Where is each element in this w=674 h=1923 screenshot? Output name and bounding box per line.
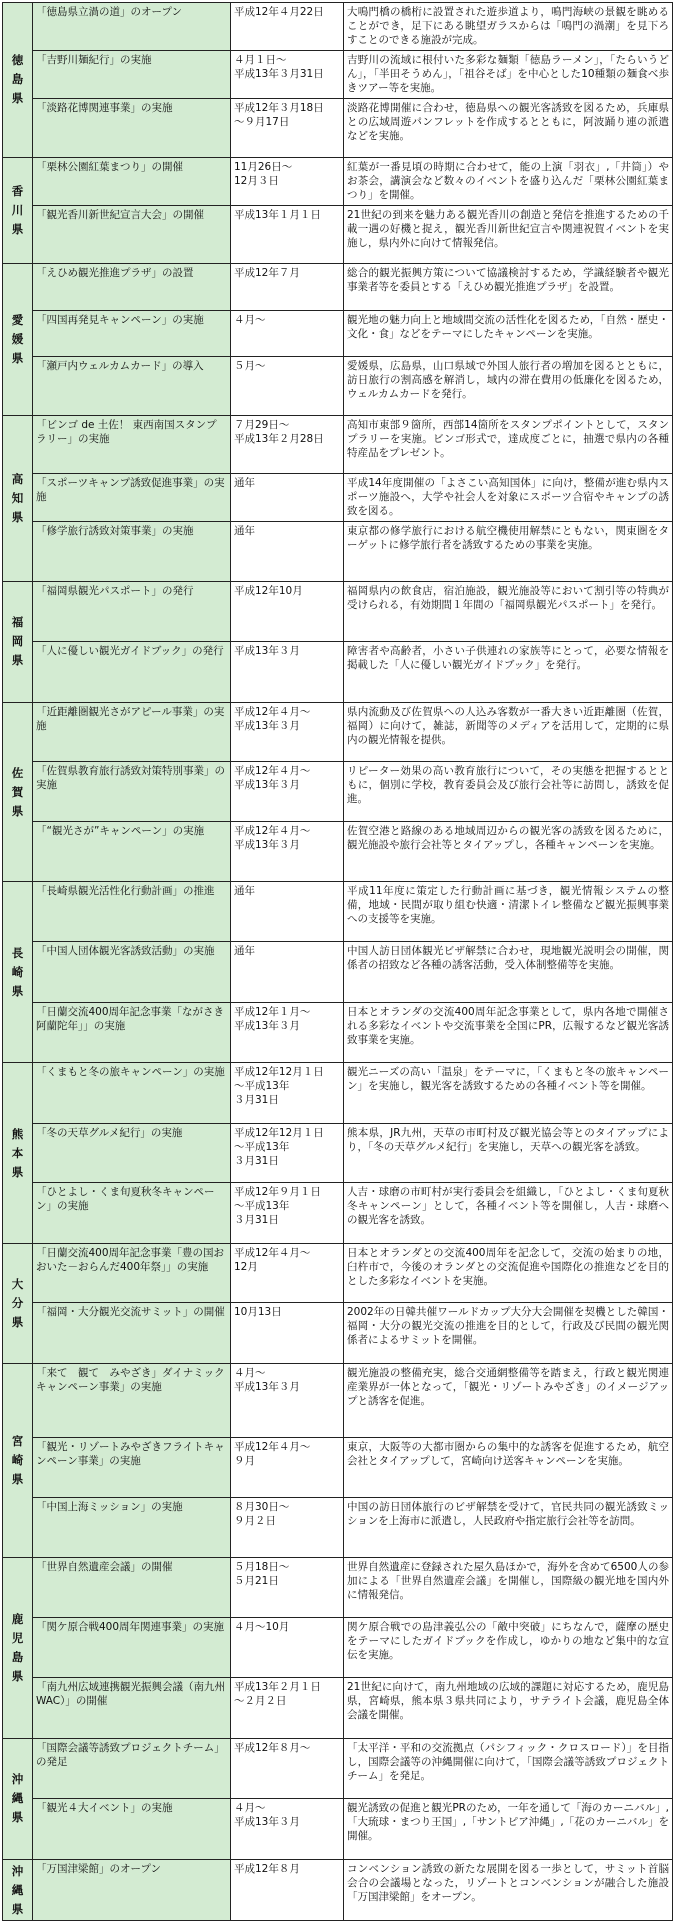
project-name: 「冬の天草グルメ紀行」の実施 [33, 1123, 231, 1183]
project-description: 紅葉が一番見頃の時期に合わせて，能の上演「羽衣」,「井筒」）やお茶会，講演会など数々のイベントを盛り込んだ「栗林公園紅葉まつり」を開催。 [344, 157, 673, 205]
project-description: 「太平洋・平和の交流拠点（パシフィック・クロスロード）」を目指し，国際会議等の沖縄開催に向けて，「国際会議等誘致プロジェクトチーム」を発足。 [344, 1738, 673, 1799]
project-name: 「徳島県立渦の道」のオープン [33, 3, 231, 51]
project-description: コンベンション誘致の新たな展開を図る一歩として，サミット首脳会合の会議場となった，リゾートとコンベンションが融合した施設「万国津梁館」をオープン。 [344, 1860, 673, 1921]
table-row [3, 205, 673, 264]
prefecture-cell [3, 264, 33, 415]
project-description: 観光誘致の促進と観光PRのため，一年を通して「海のカーニバル」,「大琉球・まつり王国」,「サントピア沖縄」,「花のカーニバル」を開催。 [344, 1799, 673, 1860]
project-period: 平成12年４月～ 平成13年３月 [231, 702, 344, 762]
project-name: 「四国再発見キャンペーン」の実施 [33, 311, 231, 357]
table-body [3, 3, 673, 1921]
table-row [3, 1363, 673, 1437]
project-description: 人吉・球磨の市町村が実行委員会を組織し，「ひとよし・くま旬夏秋冬キャンペーン」として，各種イベント等を開催し，人吉・球磨への観光客を誘致。 [344, 1183, 673, 1244]
prefecture-name: 高知県 [11, 471, 24, 524]
prefecture-cell [3, 581, 33, 702]
prefecture-cell [3, 1738, 33, 1859]
prefecture-name: 熊本県 [11, 1126, 24, 1179]
prefecture-name: 長崎県 [11, 945, 24, 998]
project-name: 「観光・リゾートみやざきフライトキャンペーン事業」の実施 [33, 1438, 231, 1498]
project-name: 「日蘭交流400周年記念事業「ながさき阿蘭陀年」」の実施 [33, 1002, 231, 1063]
project-period: ５月18日～ ５月21日 [231, 1558, 344, 1618]
project-description: 中国人訪日団体観光ビザ解禁に合わせ，現地観光説明会の開催，関係者の招致など各種の誘客活動，受入体制整備等を実施。 [344, 942, 673, 1003]
project-period: 平成12年12月１日 ～平成13年 ３月31日 [231, 1123, 344, 1183]
project-period: 平成12年７月 [231, 264, 344, 311]
table-row [3, 1002, 673, 1063]
project-name: 「来て 観て みやざき」ダイナミックキャンペーン事業」の実施 [33, 1363, 231, 1437]
prefecture-name: 福岡県 [11, 615, 24, 668]
project-description: 愛媛県，広島県，山口県域で外国人旅行者の増加を図るとともに，訪日旅行の割高感を解消し，域内の滞在費用の低廉化を図るため，ウェルカムカードを発行。 [344, 357, 673, 416]
table-row [3, 581, 673, 642]
project-period: 平成12年９月１日 ～平成13年 ３月31日 [231, 1183, 344, 1244]
prefecture-cell [3, 882, 33, 1063]
table-row [3, 1678, 673, 1739]
project-description: 淡路花博開催に合わせ，徳島県への観光客誘致を図るため，兵庫県との広域周遊パンフレットを作成するとともに，阿波踊り連の派遣などを実施。 [344, 99, 673, 158]
project-description: 東京，大阪等の大都市圏からの集中的な誘客を促進するため，航空会社とタイアップして，宮崎向け送客キャンペーンを実施。 [344, 1438, 673, 1498]
project-period: 平成12年３月18日 ～９月17日 [231, 99, 344, 158]
project-period: 平成12年12月１日 ～平成13年 ３月31日 [231, 1063, 344, 1124]
table-row [3, 702, 673, 762]
project-name: 「南九州広域連携観光振興会議（南九州WAC）」の開催 [33, 1678, 231, 1739]
project-name: 「淡路花博関連事業」の実施 [33, 99, 231, 158]
project-period: ４月１日～ 平成13年３月31日 [231, 51, 344, 99]
project-name: 「くまもと冬の旅キャンペーン」の実施 [33, 1063, 231, 1124]
prefecture-cell [3, 157, 33, 264]
project-period: 平成12年８月～ [231, 1738, 344, 1799]
project-description: 21世紀の到来を魅力ある観光香川の創造と発信を推進するための千載一遇の好機と捉え，観光香川新世紀宣言や関連祝賀イベントを実施し，県内外に向けて情報発信。 [344, 205, 673, 264]
project-name: 「万国津梁館」のオープン [33, 1860, 231, 1921]
table-row [3, 311, 673, 357]
project-period: 通年 [231, 882, 344, 942]
project-name: 「ひとよし・くま旬夏秋冬キャンペーン」の実施 [33, 1183, 231, 1244]
prefecture-name: 沖縄県 [11, 1772, 24, 1825]
project-description: 吉野川の流域に根付いた多彩な麺類「徳島ラーメン」，「たらいうどん」，「半田そうめん」，「祖谷そば」を中心とした10種類の麺食べ歩きツアー等を実施。 [344, 51, 673, 99]
project-description: 県内流動及び佐賀県への人込み客数が一番大きい近距離圏（佐賀，福岡）に向けて，雑誌，新聞等のメディアを活用して，定期的に県内の観光情報を提供。 [344, 702, 673, 762]
table-row [3, 1860, 673, 1921]
project-description: 平成11年度に策定した行動計画に基づき，観光情報システムの整備，地域・民間が取り組む快適・清潔トイレ整備など観光振興事業への支援等を実施。 [344, 882, 673, 942]
project-description: 中国の訪日団体旅行のビザ解禁を受けて，官民共同の観光誘致ミッションを上海市に派遣し，人民政府や指定旅行会社等を訪問。 [344, 1497, 673, 1558]
project-name: 「関ケ原合戦400周年関連事業」の実施 [33, 1617, 231, 1678]
prefecture-cell [3, 1363, 33, 1557]
project-name: 「福岡県観光パスポート」の発行 [33, 581, 231, 642]
project-period: 平成12年８月 [231, 1860, 344, 1921]
project-description: 佐賀空港と路線のある地域周辺からの観光客の誘致を図るために，観光施設や旅行会社等とタイアップし，各種キャンペーンを実施。 [344, 821, 673, 882]
project-period: 平成12年４月22日 [231, 3, 344, 51]
prefecture-name: 香川県 [11, 183, 24, 236]
project-name: 「世界自然遺産会議」の開催 [33, 1558, 231, 1618]
prefecture-name: 鹿児島県 [11, 1612, 24, 1684]
project-name: 「中国人団体観光客誘致活動」の実施 [33, 942, 231, 1003]
table-row [3, 942, 673, 1003]
table-row [3, 1183, 673, 1244]
project-name: 「修学旅行誘致対策事業」の実施 [33, 522, 231, 582]
table-row [3, 522, 673, 582]
table-row [3, 1738, 673, 1799]
prefecture-cell [3, 3, 33, 158]
project-period: ５月～ [231, 357, 344, 416]
table-row [3, 99, 673, 158]
prefecture-name: 佐賀県 [11, 765, 24, 818]
project-period: 平成12年１月～ 平成13年３月 [231, 1002, 344, 1063]
project-name: 「国際会議等誘致プロジェクトチーム」の発足 [33, 1738, 231, 1799]
project-period: 平成13年３月 [231, 642, 344, 703]
table-row [3, 1243, 673, 1303]
table-row [3, 821, 673, 882]
prefecture-cell [3, 1063, 33, 1244]
project-period: 通年 [231, 522, 344, 582]
table-row [3, 882, 673, 942]
project-description: 観光施設の整備充実，総合交通網整備等を踏まえ，行政と観光関連産業界が一体となって，「観光・リゾートみやざき」のイメージアップと誘客を促進。 [344, 1363, 673, 1437]
project-description: 2002年の日韓共催ワールドカップ大分大会開催を契機とした韓国・福岡・大分の観光交流の推進を目的として，行政及び民間の観光関係者によるサミットを開催。 [344, 1303, 673, 1364]
project-period: 平成12年４月～ ９月 [231, 1438, 344, 1498]
project-name: 「スポーツキャンプ誘致促進事業」の実施 [33, 474, 231, 522]
project-name: 「佐賀県教育旅行誘致対策特別事業」の実施 [33, 762, 231, 822]
project-name: 「中国上海ミッション」の実施 [33, 1497, 231, 1558]
project-period: 平成12年４月～ 平成13年３月 [231, 762, 344, 822]
project-period: 平成13年１月１日 [231, 205, 344, 264]
prefecture-name: 愛媛県 [11, 312, 24, 365]
table-row [3, 357, 673, 416]
table-row [3, 157, 673, 205]
project-description: 日本とオランダの交流400周年記念事業として，県内各地で開催される多彩なイベントや交流事業を全国にPR，広報するなど観光客誘致事業を実施。 [344, 1002, 673, 1063]
project-period: 平成12年10月 [231, 581, 344, 642]
project-name: 「観光４大イベント」の実施 [33, 1799, 231, 1860]
table-row [3, 1799, 673, 1860]
project-name: 「“観光さが”キャンペーン」の実施 [33, 821, 231, 882]
project-period: ４月～ [231, 311, 344, 357]
project-period: ７月29日～ 平成13年２月28日 [231, 415, 344, 474]
table-row [3, 3, 673, 51]
project-period: 通年 [231, 942, 344, 1003]
project-period: 通年 [231, 474, 344, 522]
project-period: 平成13年２月１日 ～２月２日 [231, 1678, 344, 1739]
project-period: ４月～ 平成13年３月 [231, 1799, 344, 1860]
prefecture-name: 宮崎県 [11, 1434, 24, 1487]
activities-table [2, 2, 673, 1921]
table-row [3, 1497, 673, 1558]
project-description: 観光ニーズの高い「温泉」をテーマに，「くまもと冬の旅キャンペーン」を実施し，観光客を誘致するための各種イベント等を開催。 [344, 1063, 673, 1124]
project-name: 「人に優しい観光ガイドブック」の発行 [33, 642, 231, 703]
project-period: ８月30日～ ９月２日 [231, 1497, 344, 1558]
prefecture-cell [3, 702, 33, 882]
table-row [3, 1063, 673, 1124]
prefecture-cell [3, 1860, 33, 1921]
project-name: 「吉野川麺紀行」の実施 [33, 51, 231, 99]
project-period: 平成12年４月～ 12月 [231, 1243, 344, 1303]
project-description: 平成14年度開催の「よさこい高知国体」に向け，整備が進む県内スポーツ施設へ，大学や社会人を対象にスポーツ合宿やキャンプの誘致を図る。 [344, 474, 673, 522]
prefecture-name: 徳島県 [11, 53, 24, 106]
project-description: 東京都の修学旅行における航空機使用解禁にともない，関東圏をターゲットに修学旅行者を誘致するための事業を実施。 [344, 522, 673, 582]
project-description: 世界自然遺産に登録された屋久島ほかで，海外を含めて6500人の参加による「世界自然遺産会議」を開催し，国際級の観光地を国内外に情報発信。 [344, 1558, 673, 1618]
table-row [3, 474, 673, 522]
project-name: 「ビンゴ de 土佐！ 東西南国スタンプラリー」の実施 [33, 415, 231, 474]
project-name: 「福岡・大分観光交流サミット」の開催 [33, 1303, 231, 1364]
project-name: 「えひめ観光推進プラザ」の設置 [33, 264, 231, 311]
project-description: 観光地の魅力向上と地域間交流の活性化を図るため，「自然・歴史・文化・食」などをテーマにしたキャンペーンを実施。 [344, 311, 673, 357]
project-name: 「観光香川新世紀宣言大会」の開催 [33, 205, 231, 264]
table-row [3, 762, 673, 822]
project-description: 高知市東部９箇所，西部14箇所をスタンプポイントとして，スタンプラリーを実施。ビンゴ形式で，達成度ごとに，抽選で県内の各種特産品をプレゼント。 [344, 415, 673, 474]
project-name: 「日蘭交流400周年記念事業「豊の国おおいた－おらんだ400年祭」」の実施 [33, 1243, 231, 1303]
project-period: 11月26日～ 12月３日 [231, 157, 344, 205]
project-description: 日本とオランダとの交流400周年を記念して，交流の始まりの地，臼杵市で，今後のオランダとの交流促進や国際化の推進などを目的とした多彩なイベントを実施。 [344, 1243, 673, 1303]
table-row [3, 1303, 673, 1364]
project-description: 関ケ原合戦での島津義弘公の「敵中突破」にちなんで，薩摩の歴史をテーマにしたガイドブックを作成し，ゆかりの地など集中的な宣伝を実施。 [344, 1617, 673, 1678]
project-description: 21世紀に向けて，南九州地域の広域的課題に対応するため，鹿児島県，宮崎県，熊本県３県共同により，サテライト会議，鹿児島全体会議を開催。 [344, 1678, 673, 1739]
project-name: 「瀬戸内ウェルカムカード」の導入 [33, 357, 231, 416]
project-period: ４月～ 平成13年３月 [231, 1363, 344, 1437]
table-row [3, 51, 673, 99]
project-name: 「長崎県観光活性化行動計画」の推進 [33, 882, 231, 942]
project-name: 「栗林公園紅葉まつり」の開催 [33, 157, 231, 205]
project-description: 障害者や高齢者，小さい子供連れの家族等にとって，必要な情報を掲載した「人に優しい観光ガイドブック」を発行。 [344, 642, 673, 703]
project-period: 10月13日 [231, 1303, 344, 1364]
project-name: 「近距離圏観光さがアピール事業」の実施 [33, 702, 231, 762]
prefecture-name: 沖縄県 [11, 1863, 24, 1916]
table-row [3, 1558, 673, 1618]
prefecture-cell [3, 415, 33, 581]
project-period: ４月～10月 [231, 1617, 344, 1678]
prefecture-cell [3, 1243, 33, 1363]
table-row [3, 264, 673, 311]
table-row [3, 415, 673, 474]
project-description: 熊本県，JR九州，天草の市町村及び観光協会等とのタイアップにより，「冬の天草グルメ紀行」を実施し，天草への観光客を誘致。 [344, 1123, 673, 1183]
project-period: 平成12年４月～ 平成13年３月 [231, 821, 344, 882]
project-description: 福岡県内の飲食店，宿泊施設，観光施設等において割引等の特典が受けられる，有効期間１年間の「福岡県観光パスポート」を発行。 [344, 581, 673, 642]
project-description: 総合的観光振興方策について協議検討するため，学識経験者や観光事業者等を委員とする「えひめ観光推進プラザ」を設置。 [344, 264, 673, 311]
table-row [3, 642, 673, 703]
table-row [3, 1123, 673, 1183]
table-row [3, 1438, 673, 1498]
project-description: 大鳴門橋の橋桁に設置された遊歩道より，鳴門海峡の景観を眺めることができ，足下にある眺望ガラスからは「鳴門の渦潮」を見下ろすことのできる施設が完成。 [344, 3, 673, 51]
project-description: リピーター効果の高い教育旅行について，その実態を把握するとともに，個別に学校，教育委員会及び旅行会社等に訪問し，誘致を促進。 [344, 762, 673, 822]
prefecture-name: 大分県 [11, 1276, 24, 1329]
table-row [3, 1617, 673, 1678]
prefecture-cell [3, 1558, 33, 1739]
